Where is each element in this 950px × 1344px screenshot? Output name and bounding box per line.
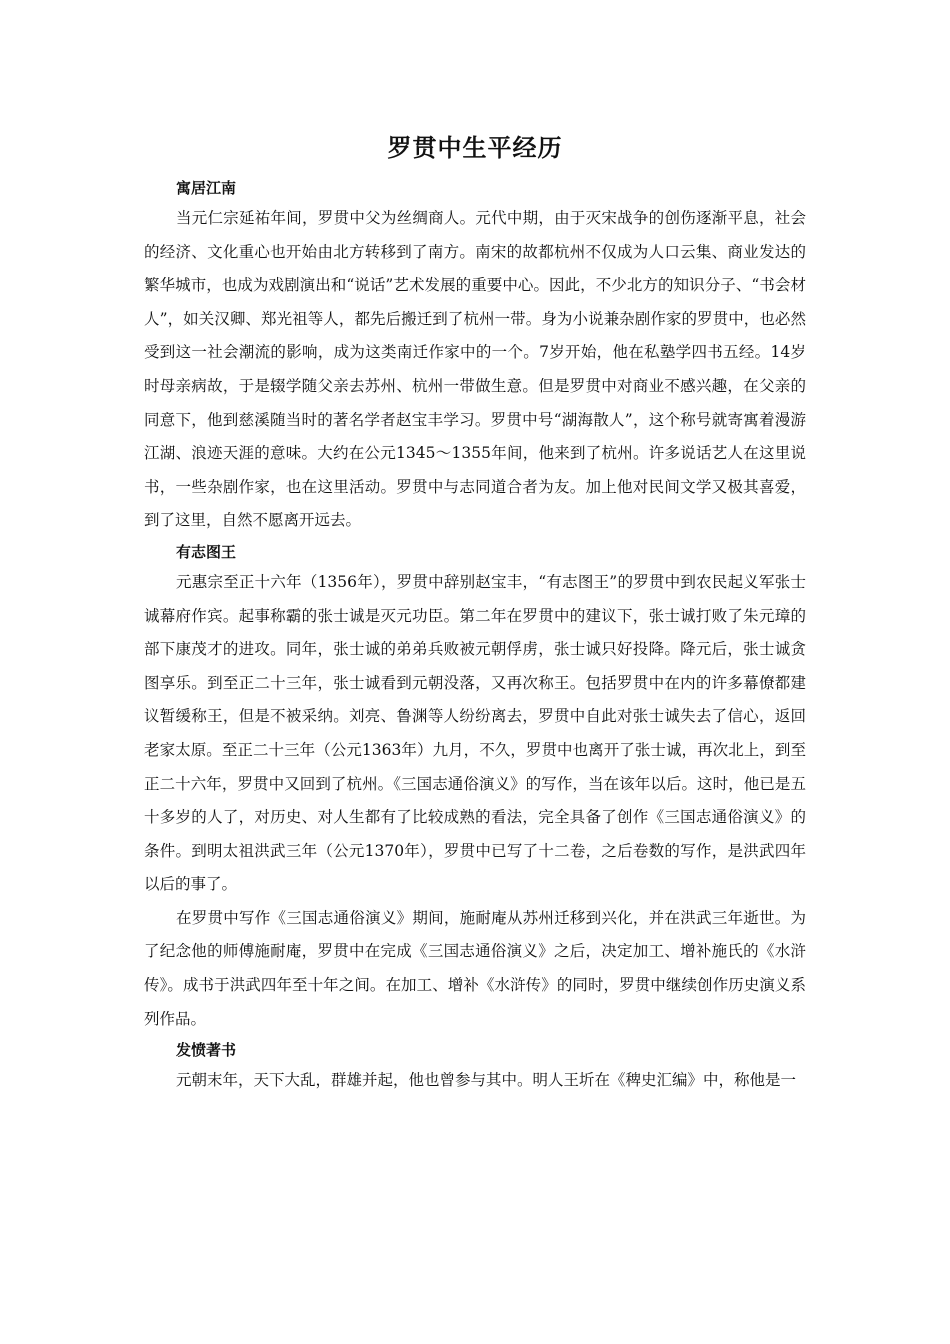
section-yuju-jiangnan	[144, 174, 806, 538]
document-title: 罗贯中生平经历	[387, 134, 563, 162]
section-heading: 寓居江南	[176, 179, 237, 197]
section-fafen-zhushu	[144, 1036, 806, 1098]
paragraph: 元惠宗至正十六年（1356年），罗贯中辞别赵宝丰，“有志图王”的罗贯中到农民起义军张士诚幕府作宾。起事称霸的张士诚是灭元功臣。第二年在罗贯中的建议下，张士诚打败了朱元璋的部下康茂才的进攻。同年，张士诚的弟弟兵败被元朝俘虏，张士诚只好投降。降元后，张士诚贪图享乐。到至正二十三年，张士诚看到元朝没落，又再次称王。包括罗贯中在内的许多幕僚都建议暂缓称王，但是不被采纳。刘亮、鲁渊等人纷纷离去，罗贯中自此对张士诚失去了信心，返回老家太原。至正二十三年（公元1363年）九月，不久，罗贯中也离开了张士诚，再次北上，到至正二十六年，罗贯中又回到了杭州。《三国志通俗演义》的写作，当在该年以后。这时，他已是五十多岁的人了，对历史、对人生都有了比较成熟的看法，完全具备了创作《三国志通俗演义》的条件。到明太祖洪武三年（公元1370年），罗贯中已写了十二卷，之后卷数的写作，是洪武四年以后的事了。	[144, 572, 806, 894]
paragraph: 当元仁宗延祐年间，罗贯中父为丝绸商人。元代中期，由于灭宋战争的创伤逐渐平息，社会的经济、文化重心也开始由北方转移到了南方。南宋的故都杭州不仅成为人口云集、商业发达的繁华城市，也成为戏剧演出和“说话”艺术发展的重要中心。因此，不少北方的知识分子、“书会材人”，如关汉卿、郑光祖等人，都先后搬迁到了杭州一带。身为小说兼杂剧作家的罗贯中，也必然受到这一社会潮流的影响，成为这类南迁作家中的一个。7岁开始，他在私塾学四书五经。14岁时母亲病故，于是辍学随父亲去苏州、杭州一带做生意。但是罗贯中对商业不感兴趣，在父亲的同意下，他到慈溪随当时的著名学者赵宝丰学习。罗贯中号“湖海散人”，这个称号就寄寓着漫游江湖、浪迹天涯的意味。大约在公元1345～1355年间，他来到了杭州。许多说话艺人在这里说书，一些杂剧作家，也在这里活动。罗贯中与志同道合者为友。加上他对民间文学又极其喜爱，到了这里，自然不愿离开远去。	[144, 209, 806, 530]
paragraph: 在罗贯中写作《三国志通俗演义》期间，施耐庵从苏州迁移到兴化，并在洪武三年逝世。为了纪念他的师傅施耐庵，罗贯中在完成《三国志通俗演义》之后，决定加工、增补施氏的《水浒传》。成书于洪武四年至十年之间。在加工、增补《水浒传》的同时，罗贯中继续创作历史演义系列作品。	[144, 908, 806, 1028]
section-youzhi-tuwang	[144, 538, 806, 1036]
document-page	[144, 128, 806, 1098]
section-heading: 发愤著书	[176, 1041, 237, 1060]
paragraph: 元朝末年，天下大乱，群雄并起，他也曾参与其中。明人王圻在《稗史汇编》中，称他是一	[176, 1071, 797, 1090]
section-heading: 有志图王	[176, 542, 237, 561]
